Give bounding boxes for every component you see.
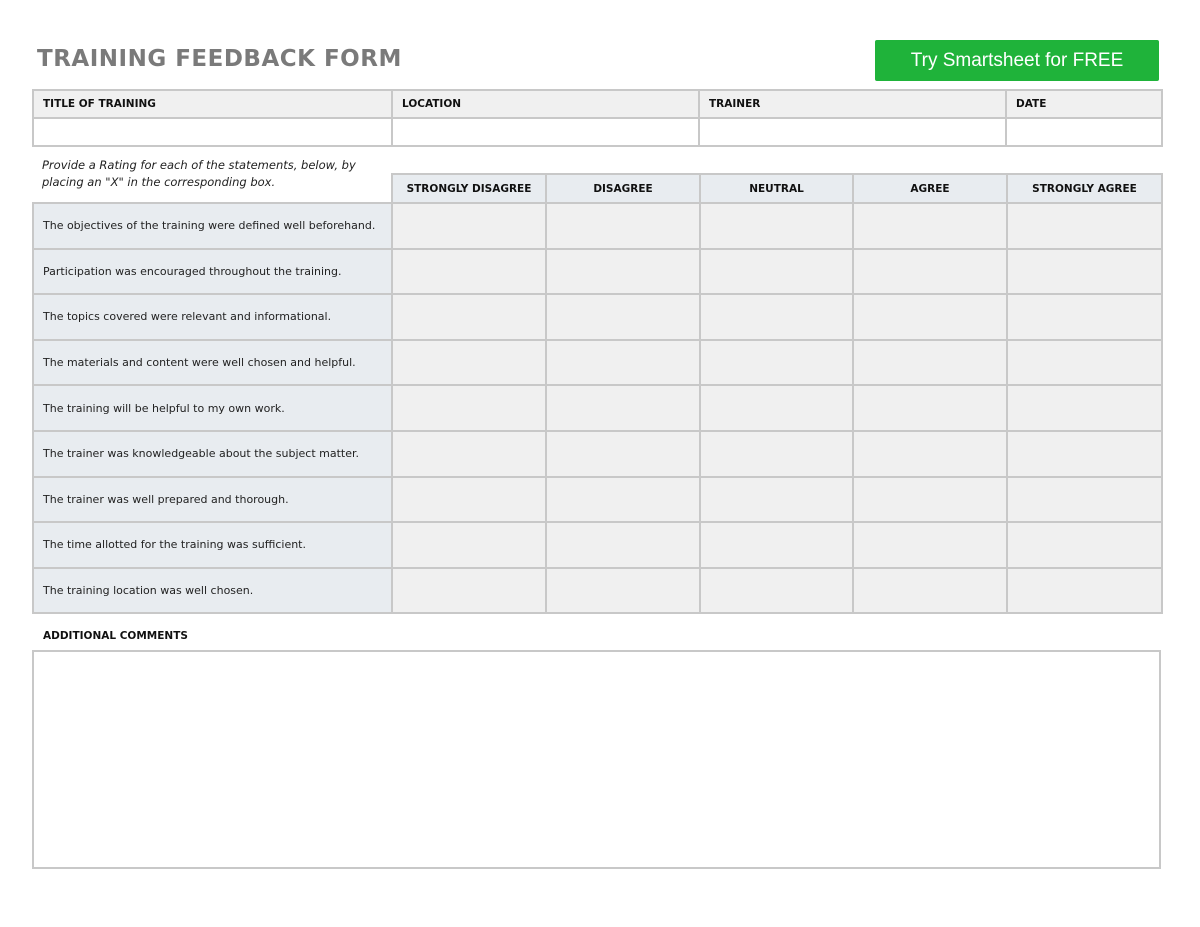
rating-cell-strongly-agree[interactable] [1007,294,1162,340]
rating-cell-strongly-disagree[interactable] [392,385,546,431]
rating-cell-disagree[interactable] [546,431,700,477]
date-field[interactable] [1006,118,1162,146]
trainer-header: TRAINER [699,90,1006,118]
rating-statement: The time allotted for the training was sufficient. [33,522,392,568]
rating-cell-disagree[interactable] [546,385,700,431]
additional-comments-field[interactable] [32,650,1161,869]
rating-cell-disagree[interactable] [546,203,700,249]
rating-cell-strongly-agree[interactable] [1007,249,1162,295]
rating-table [32,173,1163,614]
rating-cell-strongly-agree[interactable] [1007,522,1162,568]
rating-cell-strongly-disagree[interactable] [392,294,546,340]
rating-cell-neutral[interactable] [700,340,853,386]
rating-statement: The materials and content were well chosen and helpful. [33,340,392,386]
rating-statement: The trainer was well prepared and thorough. [33,477,392,523]
rating-rows [33,203,1162,613]
location-field[interactable] [392,118,699,146]
rating-cell-strongly-agree[interactable] [1007,203,1162,249]
location-header: LOCATION [392,90,699,118]
scale-neutral: NEUTRAL [700,174,853,203]
rating-row [33,294,1162,340]
rating-cell-disagree[interactable] [546,477,700,523]
rating-cell-strongly-disagree[interactable] [392,340,546,386]
rating-cell-neutral[interactable] [700,249,853,295]
rating-cell-strongly-agree[interactable] [1007,568,1162,614]
rating-statement: The trainer was knowledgeable about the subject matter. [33,431,392,477]
rating-row [33,385,1162,431]
rating-cell-disagree[interactable] [546,340,700,386]
scale-disagree: DISAGREE [546,174,700,203]
rating-cell-disagree[interactable] [546,249,700,295]
rating-cell-disagree[interactable] [546,568,700,614]
trainer-field[interactable] [699,118,1006,146]
rating-cell-disagree[interactable] [546,294,700,340]
rating-row [33,568,1162,614]
rating-cell-neutral[interactable] [700,568,853,614]
rating-cell-agree[interactable] [853,249,1007,295]
rating-cell-strongly-disagree[interactable] [392,203,546,249]
title-of-training-header: TITLE OF TRAINING [33,90,392,118]
rating-cell-strongly-agree[interactable] [1007,431,1162,477]
try-smartsheet-button[interactable]: Try Smartsheet for FREE [875,40,1159,81]
rating-cell-neutral[interactable] [700,477,853,523]
rating-cell-strongly-disagree[interactable] [392,522,546,568]
rating-cell-agree[interactable] [853,294,1007,340]
rating-corner [33,174,392,203]
rating-cell-strongly-agree[interactable] [1007,477,1162,523]
rating-row [33,431,1162,477]
rating-cell-strongly-agree[interactable] [1007,340,1162,386]
rating-statement: The topics covered were relevant and informational. [33,294,392,340]
rating-cell-strongly-disagree[interactable] [392,249,546,295]
rating-cell-strongly-disagree[interactable] [392,568,546,614]
scale-strongly-disagree: STRONGLY DISAGREE [392,174,546,203]
rating-row [33,522,1162,568]
rating-cell-agree[interactable] [853,522,1007,568]
rating-cell-agree[interactable] [853,477,1007,523]
title-of-training-field[interactable] [33,118,392,146]
training-info-table [32,89,1163,147]
rating-cell-neutral[interactable] [700,431,853,477]
rating-statement: The objectives of the training were defined well beforehand. [33,203,392,249]
rating-cell-strongly-disagree[interactable] [392,431,546,477]
rating-row [33,340,1162,386]
rating-cell-agree[interactable] [853,431,1007,477]
form-title: TRAINING FEEDBACK FORM [37,46,402,72]
rating-statement: The training location was well chosen. [33,568,392,614]
rating-cell-disagree[interactable] [546,522,700,568]
rating-statement: The training will be helpful to my own work. [33,385,392,431]
rating-cell-agree[interactable] [853,385,1007,431]
rating-cell-strongly-agree[interactable] [1007,385,1162,431]
rating-cell-neutral[interactable] [700,203,853,249]
rating-row [33,477,1162,523]
rating-cell-neutral[interactable] [700,294,853,340]
info-header-row [33,90,1162,118]
additional-comments-label: ADDITIONAL COMMENTS [43,630,188,642]
info-values-row [33,118,1162,146]
rating-cell-agree[interactable] [853,203,1007,249]
rating-statement: Participation was encouraged throughout the training. [33,249,392,295]
rating-instructions: Provide a Rating for each of the statements, below, by placing an "X" in the corresponding box. [42,158,356,189]
rating-cell-strongly-disagree[interactable] [392,477,546,523]
scale-agree: AGREE [853,174,1007,203]
rating-cell-agree[interactable] [853,340,1007,386]
rating-cell-agree[interactable] [853,568,1007,614]
rating-row [33,203,1162,249]
scale-strongly-agree: STRONGLY AGREE [1007,174,1162,203]
date-header: DATE [1006,90,1162,118]
rating-row [33,249,1162,295]
rating-cell-neutral[interactable] [700,522,853,568]
rating-scale-row [33,174,1162,203]
rating-cell-neutral[interactable] [700,385,853,431]
